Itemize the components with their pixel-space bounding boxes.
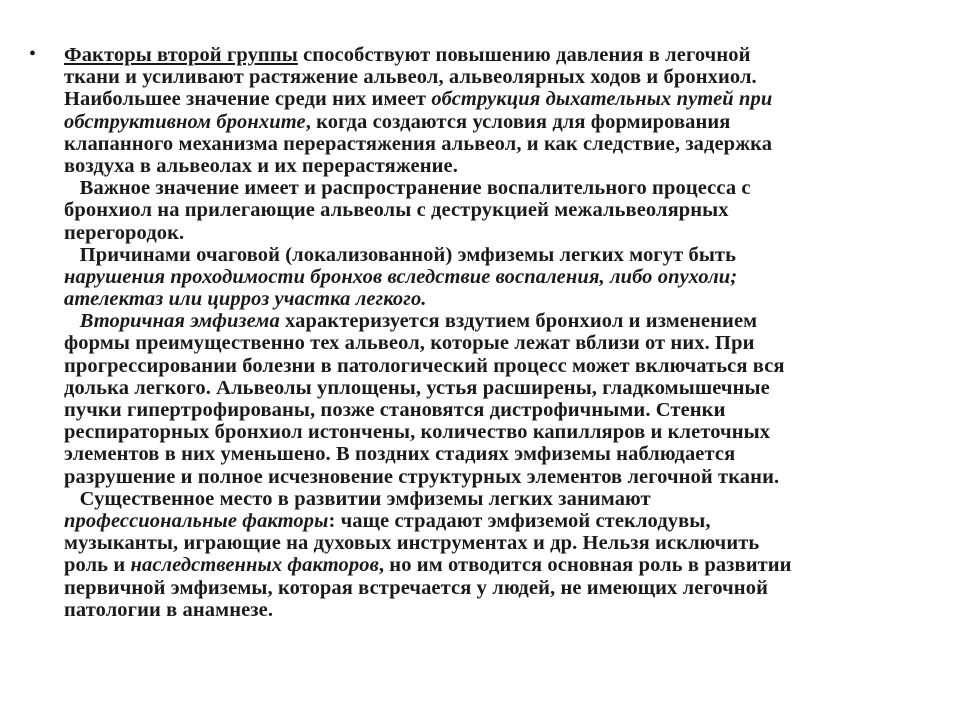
text-segment: Причинами очаговой (локализованной) эмфиземы легких могут быть — [64, 243, 737, 266]
text-segment: перегородок. — [64, 221, 185, 244]
text-line — [64, 88, 924, 110]
text-segment: клапанного механизма перерастяжения альвеол, и как следствие, задержка — [64, 132, 773, 155]
text-line — [64, 199, 924, 221]
italic-text: ателектаз или цирроз участка легкого. — [64, 288, 427, 311]
paragraph — [64, 488, 924, 621]
paragraph — [64, 310, 924, 488]
text-segment: прогрессировании болезни в патологический процесс может включаться вся — [64, 354, 785, 377]
text-segment: патологии в анамнезе. — [64, 598, 274, 621]
text-segment: бронхиол на прилегающие альвеолы с деструкцией межальвеолярных — [64, 199, 729, 222]
text-line — [64, 488, 924, 510]
text-line — [64, 532, 924, 554]
text-segment: : чаще страдают эмфиземой стеклодувы, — [328, 509, 711, 532]
italic-text: наследственных факторов — [130, 554, 379, 577]
italic-text: Вторичная эмфизема — [79, 310, 280, 333]
text-line — [64, 155, 924, 177]
paragraph — [64, 244, 924, 311]
text-segment: способствуют повышению давления в легочной — [297, 44, 751, 66]
text-segment: разрушение и полное исчезновение структурных элементов легочной ткани. — [64, 465, 780, 488]
text-line — [64, 310, 924, 332]
text-segment: пучки гипертрофированы, позже становятся дистрофичными. Стенки — [64, 399, 726, 421]
underlined-text: Факторы второй группы — [64, 44, 298, 66]
text-line — [64, 554, 924, 576]
italic-text: обструкция дыхательных путей при — [431, 88, 773, 111]
text-line — [64, 510, 924, 532]
paragraph — [64, 177, 924, 244]
text-segment: первичной эмфиземы, которая встречается у людей, не имеющих легочной — [64, 576, 768, 599]
slide-text-body — [64, 44, 924, 621]
text-segment: воздуха в альвеолах и их перерастяжение. — [64, 154, 458, 177]
text-segment: , когда создаются условия для формирования — [305, 110, 731, 133]
text-line — [64, 577, 924, 599]
text-line — [64, 222, 924, 244]
text-line — [64, 44, 924, 66]
text-line — [64, 355, 924, 377]
text-line — [64, 466, 924, 488]
text-segment: характеризуется вздутием бронхиол и изменением — [279, 310, 758, 333]
text-segment: Существенное место в развитии эмфиземы легких занимают — [64, 487, 651, 510]
text-segment: формы преимущественно тех альвеол, которые лежат вблизи от них. При — [64, 332, 755, 355]
text-segment: , но им отводится основная роль в развитии — [378, 554, 792, 577]
text-line — [64, 443, 924, 465]
text-line — [64, 66, 924, 88]
text-line — [64, 377, 924, 399]
text-segment: ткани и усиливают растяжение альвеол, альвеолярных ходов и бронхиол. — [64, 66, 757, 89]
text-segment: Наибольшее значение среди них имеет — [64, 88, 432, 111]
text-line — [64, 133, 924, 155]
bullet-point: • — [29, 43, 37, 65]
text-line — [64, 421, 924, 443]
italic-text: нарушения проходимости бронхов вследствие воспаления, либо опухоли; — [64, 265, 738, 288]
text-line — [64, 332, 924, 354]
paragraph — [64, 44, 924, 177]
text-line — [64, 399, 924, 421]
text-line — [64, 599, 924, 621]
text-line — [64, 288, 924, 310]
text-segment: элементов в них уменьшено. В поздних стадиях эмфиземы наблюдается — [64, 443, 736, 466]
italic-text: обструктивном бронхите — [64, 110, 306, 133]
text-line — [64, 244, 924, 266]
text-segment: музыканты, играющие на духовых инструментах и др. Нельзя исключить — [64, 532, 760, 555]
text-segment: Важное значение имеет и распространение воспалительного процесса с — [64, 177, 751, 200]
italic-text: профессиональные факторы — [64, 509, 329, 532]
text-segment: роль и — [64, 554, 131, 577]
text-segment: долька легкого. Альвеолы уплощены, устья расширены, гладкомышечные — [64, 376, 770, 399]
text-segment — [64, 310, 80, 332]
text-segment: респираторных бронхиол истончены, количество капилляров и клеточных — [64, 421, 771, 444]
text-line — [64, 177, 924, 199]
text-line — [64, 266, 924, 288]
text-line — [64, 111, 924, 133]
